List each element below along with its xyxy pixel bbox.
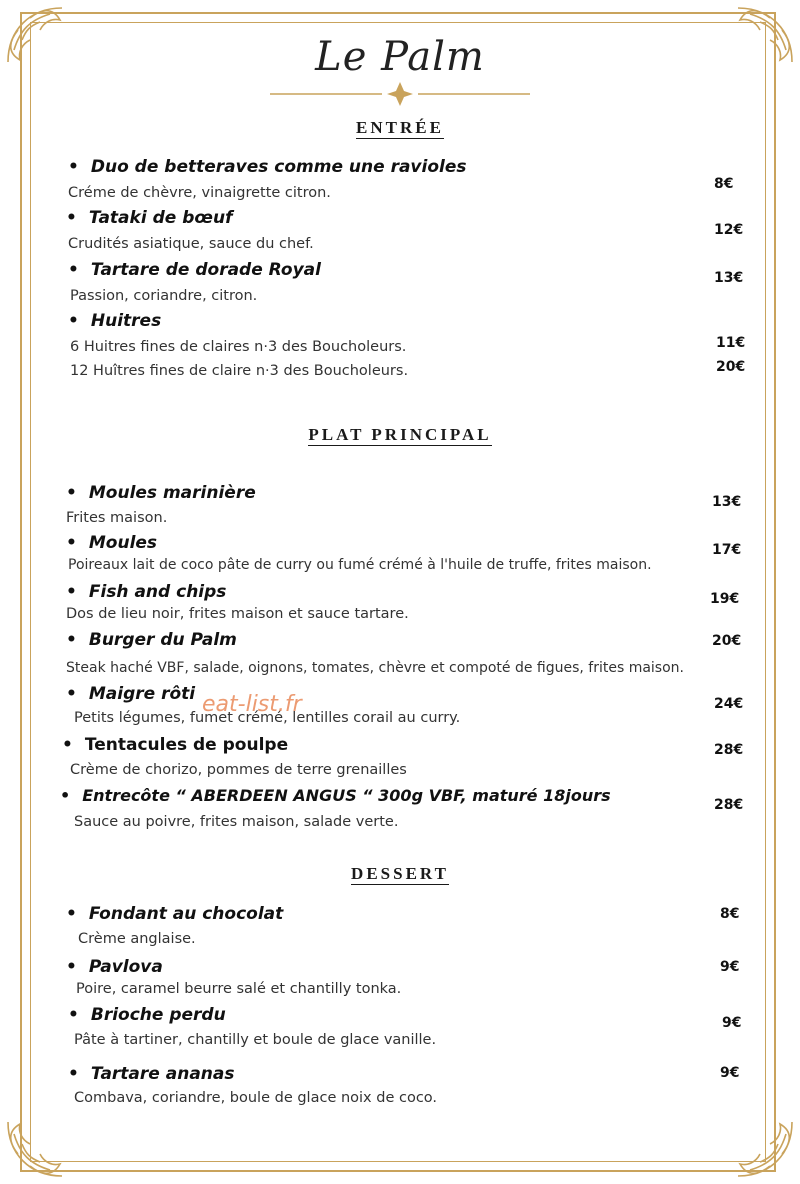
item-description-second: 12 Huîtres fines de claire n·3 des Boucholeurs. — [70, 363, 409, 379]
item-name: Huitres — [90, 311, 162, 331]
item-price: 17€ — [712, 542, 742, 558]
item-name: Tartare de dorade Royal — [90, 260, 321, 280]
item-description: Combava, coriandre, boule de glace noix de coco. — [74, 1090, 438, 1106]
item-name: Pavlova — [88, 957, 163, 977]
item-name: Fondant au chocolat — [88, 904, 284, 924]
item-description: Passion, coriandre, citron. — [70, 288, 258, 304]
item-description: Poireaux lait de coco pâte de curry ou fumé crémé à l'huile de truffe, frites maison. — [68, 557, 652, 573]
watermark-text: eat-list.fr — [202, 692, 302, 717]
section-heading-entree: ENTRÉE — [356, 118, 444, 137]
item-price: 8€ — [714, 176, 734, 192]
item-description: Pâte à tartiner, chantilly et boule de glace vanille. — [74, 1032, 437, 1048]
item-name: Tentacules de poulpe — [84, 735, 289, 755]
item-description: Crudités asiatique, sauce du chef. — [68, 236, 314, 252]
item-description: Frites maison. — [66, 510, 168, 526]
item-description: Petits légumes, fumet crémé, lentilles corail au curry. — [74, 710, 461, 726]
item-price: 19€ — [710, 591, 740, 607]
section-heading-dessert: DESSERT — [351, 864, 449, 883]
item-description: Poire, caramel beurre salé et chantilly tonka. — [76, 981, 402, 997]
item-description: 6 Huitres fines de claires n·3 des Boucholeurs. — [70, 339, 407, 355]
item-price: 11€ — [716, 335, 746, 351]
item-description: Steak haché VBF, salade, oignons, tomates, chèvre et compoté de figues, frites maison. — [66, 660, 684, 676]
item-name: Brioche perdu — [90, 1005, 226, 1025]
item-name: Tataki de bœuf — [88, 208, 233, 228]
item-description: Crème anglaise. — [78, 931, 196, 947]
item-price: 9€ — [722, 1015, 742, 1031]
item-price: 28€ — [714, 742, 744, 758]
item-name: Entrecôte “ ABERDEEN ANGUS “ 300g VBF, maturé 18jours — [82, 786, 611, 805]
item-price: 13€ — [714, 270, 744, 286]
item-description: Dos de lieu noir, frites maison et sauce tartare. — [66, 606, 409, 622]
item-name: Moules marinière — [88, 483, 256, 503]
item-name: Moules — [88, 533, 158, 553]
item-price: 24€ — [714, 696, 744, 712]
item-name: Duo de betteraves comme une ravioles — [90, 157, 467, 177]
item-price: 13€ — [712, 494, 742, 510]
restaurant-title: Le Palm — [315, 34, 485, 80]
item-name: Maigre rôti — [88, 684, 196, 704]
item-price: 8€ — [720, 906, 740, 922]
section-heading-plat: PLAT PRINCIPAL — [308, 425, 492, 444]
item-name: Fish and chips — [88, 582, 227, 602]
title-divider-ornament — [270, 82, 530, 106]
item-price: 12€ — [714, 222, 744, 238]
corner-ornament-bottom-left — [0, 1114, 70, 1184]
item-description: Sauce au poivre, frites maison, salade verte. — [74, 814, 399, 830]
item-price: 28€ — [714, 797, 744, 813]
item-price-second: 20€ — [716, 359, 746, 375]
item-price: 20€ — [712, 633, 742, 649]
item-price: 9€ — [720, 959, 740, 975]
item-name: Burger du Palm — [88, 630, 237, 650]
item-description: Créme de chèvre, vinaigrette citron. — [68, 185, 331, 201]
corner-ornament-bottom-right — [730, 1114, 800, 1184]
item-price: 9€ — [720, 1065, 740, 1081]
item-name: Tartare ananas — [90, 1064, 235, 1084]
item-description: Crème de chorizo, pommes de terre grenailles — [70, 762, 407, 778]
